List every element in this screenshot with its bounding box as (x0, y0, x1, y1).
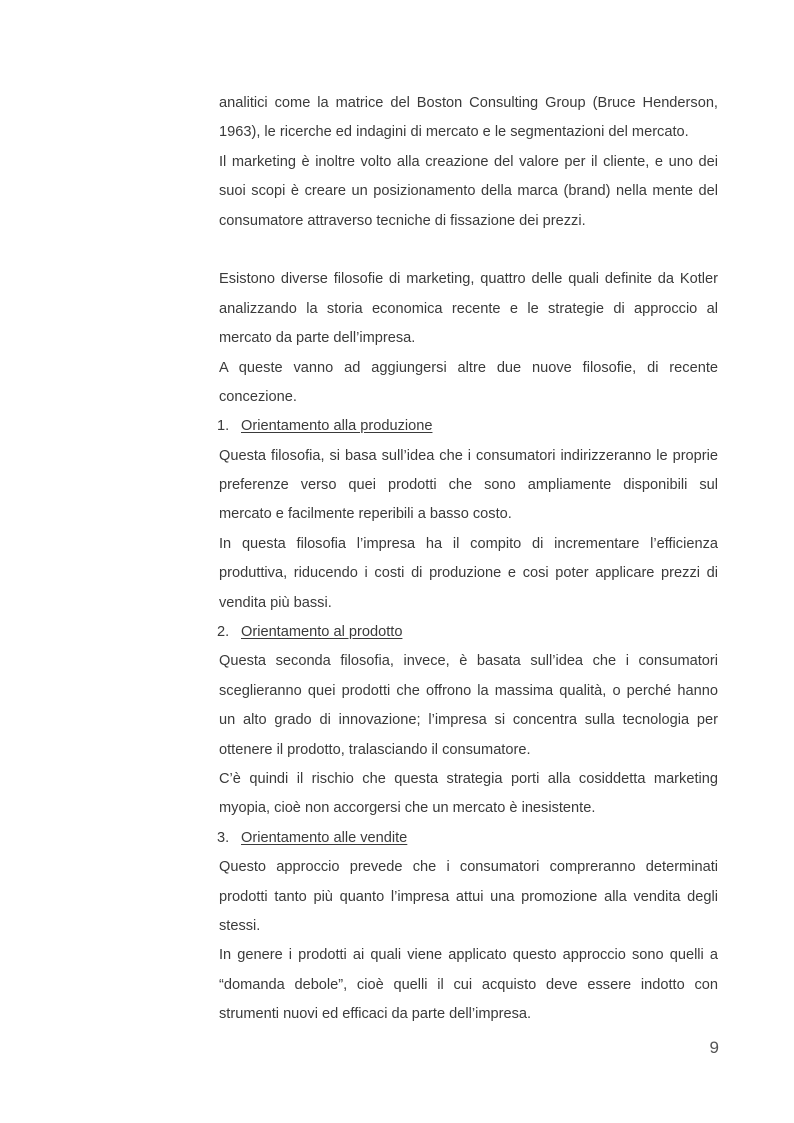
text-line: analitici come la matrice del Boston Consulting Group (Bruce Henderson, (219, 95, 718, 111)
text-line: “domanda debole”, cioè quelli il cui acquisto deve essere indotto con (219, 976, 718, 993)
text-line: ottenere il prodotto, tralasciando il consumatore. (219, 741, 531, 758)
text-line: A queste vanno ad aggiungersi altre due nuove filosofie, di recente (219, 359, 718, 376)
text-line: prodotti tanto più quanto l’impresa attui una promozione alla vendita degli (219, 888, 718, 905)
numbered-heading (217, 412, 718, 441)
heading-number: 1. (217, 418, 230, 435)
page-number: 9 (709, 1038, 719, 1057)
numbered-heading (217, 824, 718, 853)
numbered-heading (217, 618, 718, 647)
text-line: C’è quindi il rischio che questa strategia porti alla cosiddetta marketing (219, 770, 718, 787)
heading-number: 3. (217, 829, 230, 846)
text-line: Questa seconda filosofia, invece, è basata sull’idea che i consumatori (219, 653, 718, 670)
text-line: vendita più bassi. (219, 594, 332, 611)
text-line: analizzando la storia economica recente e le strategie di approccio al (219, 300, 718, 317)
text-line: 1963), le ricerche ed indagini di mercato e le segmentazioni del mercato. (219, 124, 689, 141)
text-line: Questo approccio prevede che i consumatori compreranno determinati (219, 859, 718, 876)
paragraph-spacer (219, 236, 718, 265)
text-line: Esistono diverse filosofie di marketing, quattro delle quali definite da Kotler (219, 271, 718, 288)
text-line: strumenti nuovi ed efficaci da parte dell’impresa. (219, 1006, 532, 1023)
text-line: Questa filosofia, si basa sull’idea che i consumatori indirizzeranno le proprie (219, 447, 718, 464)
text-line: consumatore attraverso tecniche di fissazione dei prezzi. (219, 212, 586, 229)
heading-title: Orientamento alla produzione (241, 418, 433, 435)
text-line: In genere i prodotti ai quali viene applicato questo approccio sono quelli a (219, 947, 718, 964)
text-line: un alto grado di innovazione; l’impresa si concentra sulla tecnologia per (219, 712, 718, 729)
text-line: In questa filosofia l’impresa ha il compito di incrementare l’efficienza (219, 535, 718, 552)
text-line: Il marketing è inoltre volto alla creazione del valore per il cliente, e uno dei (219, 153, 718, 170)
text-line: mercato e facilmente reperibili a basso costo. (219, 506, 512, 523)
text-line: preferenze verso quei prodotti che sono ampliamente disponibili sul (219, 477, 718, 494)
text-line: mercato da parte dell’impresa. (219, 330, 416, 347)
heading-number: 2. (217, 624, 230, 641)
text-line: myopia, cioè non accorgersi che un mercato è inesistente. (219, 800, 596, 817)
text-line: produttiva, riducendo i costi di produzione e cosi poter applicare prezzi di (219, 565, 718, 582)
text-line: suoi scopi è creare un posizionamento della marca (brand) nella mente del (219, 183, 718, 200)
document-body (219, 89, 718, 1030)
text-line: concezione. (219, 388, 297, 405)
text-line: sceglieranno quei prodotti che offrono la massima qualità, o perché hanno (219, 682, 718, 699)
heading-title: Orientamento al prodotto (241, 624, 403, 641)
text-line: stessi. (219, 917, 261, 934)
heading-title: Orientamento alle vendite (241, 829, 408, 846)
